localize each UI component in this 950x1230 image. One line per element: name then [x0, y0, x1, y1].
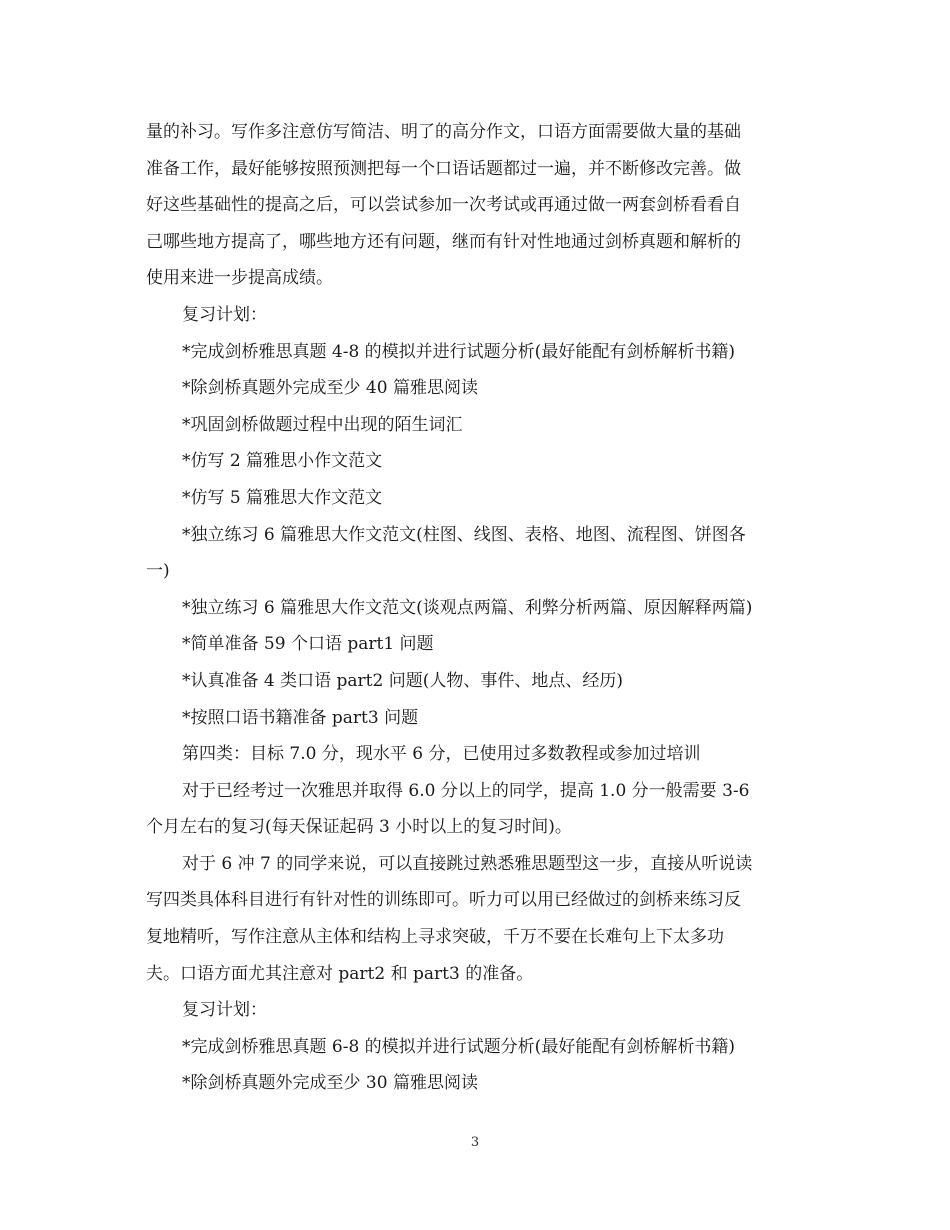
text-line: 量的补习。写作多注意仿写简洁、明了的高分作文，口语方面需要做大量的基础: [146, 122, 741, 142]
text-line: *除剑桥真题外完成至少 30 篇雅思阅读: [182, 1073, 478, 1094]
text-line: *巩固剑桥做题过程中出现的陌生词汇: [182, 414, 463, 435]
page-number: 3: [470, 1135, 480, 1150]
text-line: *仿写 5 篇雅思大作文范文: [182, 487, 383, 508]
body-text: [146, 114, 806, 1102]
text-line: *简单准备 59 个口语 part1 问题: [182, 634, 434, 655]
text-line: *完成剑桥雅思真题 6-8 的模拟并进行试题分析(最好能配有剑桥解析书籍): [182, 1036, 735, 1057]
text-line: 使用来进一步提高成绩。: [146, 268, 333, 289]
text-line: 己哪些地方提高了，哪些地方还有问题，继而有针对性地通过剑桥真题和解析的: [146, 231, 741, 252]
text-line: *独立练习 6 篇雅思大作文范文(谈观点两篇、利弊分析两篇、原因解释两篇): [182, 597, 753, 618]
text-line: 复地精听，写作注意从主体和结构上寻求突破，千万不要在长难句上下太多功: [146, 927, 724, 948]
text-line: 准备工作，最好能够按照预测把每一个口语话题都过一遍，并不断修改完善。做: [146, 158, 741, 179]
text-line: 复习计划：: [182, 304, 267, 325]
text-line: *认真准备 4 类口语 part2 问题(人物、事件、地点、经历): [182, 670, 623, 691]
text-line: 好这些基础性的提高之后，可以尝试参加一次考试或再通过做一两套剑桥看看自: [146, 195, 741, 216]
text-line: 一): [146, 561, 170, 582]
text-line: 个月左右的复习(每天保证起码 3 小时以上的复习时间)。: [146, 817, 572, 838]
text-line: 夫。口语方面尤其注意对 part2 和 part3 的准备。: [146, 963, 534, 984]
text-line: *独立练习 6 篇雅思大作文范文(柱图、线图、表格、地图、流程图、饼图各: [182, 524, 746, 545]
text-line: 对于 6 冲 7 的同学来说，可以直接跳过熟悉雅思题型这一步，直接从听说读: [182, 853, 753, 874]
text-line: 复习计划：: [182, 1000, 267, 1021]
text-line: *完成剑桥雅思真题 4-8 的模拟并进行试题分析(最好能配有剑桥解析书籍): [182, 341, 735, 362]
text-line: *仿写 2 篇雅思小作文范文: [182, 451, 383, 472]
text-line: 写四类具体科目进行有针对性的训练即可。听力可以用已经做过的剑桥来练习反: [146, 890, 741, 911]
text-line: *按照口语书籍准备 part3 问题: [182, 707, 419, 728]
text-line: *除剑桥真题外完成至少 40 篇雅思阅读: [182, 378, 478, 399]
text-line: 第四类：目标 7.0 分，现水平 6 分，已使用过多数教程或参加过培训: [182, 744, 701, 765]
text-line: 对于已经考过一次雅思并取得 6.0 分以上的同学，提高 1.0 分一般需要 3-6: [182, 780, 750, 801]
